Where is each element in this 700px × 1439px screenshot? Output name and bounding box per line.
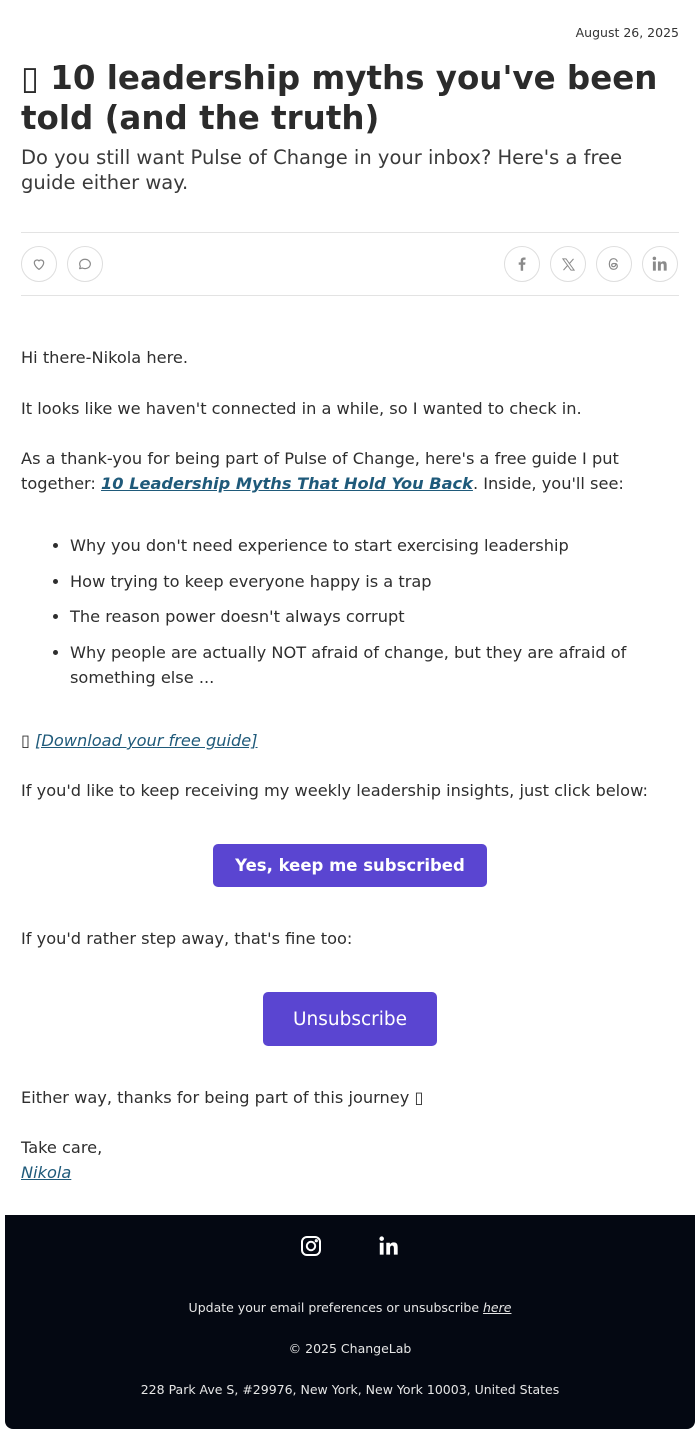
keep-prompt: If you'd like to keep receiving my weekly leadership insights, just click below: xyxy=(21,781,648,800)
leave-prompt: If you'd rather step away, that's fine too: xyxy=(21,929,353,948)
preferences-text: Update your email preferences or unsubscribe xyxy=(188,1300,483,1315)
divider-top xyxy=(21,232,679,233)
share-facebook-button[interactable] xyxy=(504,246,540,282)
thanks-text xyxy=(21,1085,681,1110)
guide-link[interactable]: 10 Leadership Myths That Hold You Back xyxy=(101,474,473,493)
post-date: August 26, 2025 xyxy=(575,25,679,40)
preferences-link[interactable]: here xyxy=(483,1300,512,1315)
post-title xyxy=(21,58,686,138)
signature-link[interactable]: Nikola xyxy=(21,1163,72,1182)
signoff-text: Take care, xyxy=(21,1138,103,1157)
threads-icon xyxy=(606,256,622,272)
address: 228 Park Ave S, #29976, New York, New York 10003, United States xyxy=(140,1382,560,1397)
checkin-text: It looks like we haven't connected in a while, so I wanted to check in. xyxy=(21,399,582,418)
footer xyxy=(5,1215,695,1429)
like-button[interactable] xyxy=(21,246,57,282)
keep-subscribed-button[interactable]: Yes, keep me subscribed xyxy=(213,844,487,887)
share-x-button[interactable] xyxy=(550,246,586,282)
download-emoji: ▯ xyxy=(21,731,30,750)
heart-icon xyxy=(31,256,47,272)
preferences-line xyxy=(5,1300,695,1315)
copyright: © 2025 ChangeLab xyxy=(288,1341,412,1356)
linkedin-icon xyxy=(650,254,670,274)
facebook-icon xyxy=(513,255,531,273)
list-item: • Why people are actually NOT afraid of change, but they are afraid of something else ... xyxy=(70,640,700,690)
instagram-link[interactable] xyxy=(296,1231,326,1261)
download-guide-link[interactable]: [Download your free guide] xyxy=(35,731,258,750)
share-threads-button[interactable] xyxy=(596,246,632,282)
list-item: • The reason power doesn't always corrupt xyxy=(70,604,700,629)
footer-linkedin-link[interactable] xyxy=(374,1231,404,1261)
unsubscribe-button[interactable]: Unsubscribe xyxy=(263,992,437,1046)
share-linkedin-button[interactable] xyxy=(642,246,678,282)
list-item: • Why you don't need experience to start exercising leadership xyxy=(70,533,700,558)
title-text: 10 leadership myths you've been told (and the truth) xyxy=(21,59,658,137)
thanks-body: Either way, thanks for being part of this journey xyxy=(21,1088,410,1107)
guide-intro-post: . Inside, you'll see: xyxy=(472,474,624,493)
guide-intro-pre: As a thank-you for being part of Pulse of Change, here's a free guide I put together: xyxy=(21,449,619,493)
linkedin-icon xyxy=(376,1233,402,1259)
post-subtitle: Do you still want Pulse of Change in your inbox? Here's a free guide either way. xyxy=(21,146,623,194)
greeting-text: Hi there-Nikola here. xyxy=(21,348,188,367)
comment-button[interactable] xyxy=(67,246,103,282)
myths-list xyxy=(21,533,700,700)
thanks-emoji: ▯ xyxy=(414,1088,424,1107)
list-item: • How trying to keep everyone happy is a trap xyxy=(70,569,700,594)
title-emoji: ▯ xyxy=(21,59,39,97)
divider-bottom xyxy=(21,295,679,296)
signoff xyxy=(21,1135,681,1185)
instagram-icon xyxy=(299,1234,323,1258)
comment-icon xyxy=(77,256,93,272)
guide-intro xyxy=(21,446,681,496)
x-icon xyxy=(561,257,576,272)
download-line xyxy=(21,728,681,753)
